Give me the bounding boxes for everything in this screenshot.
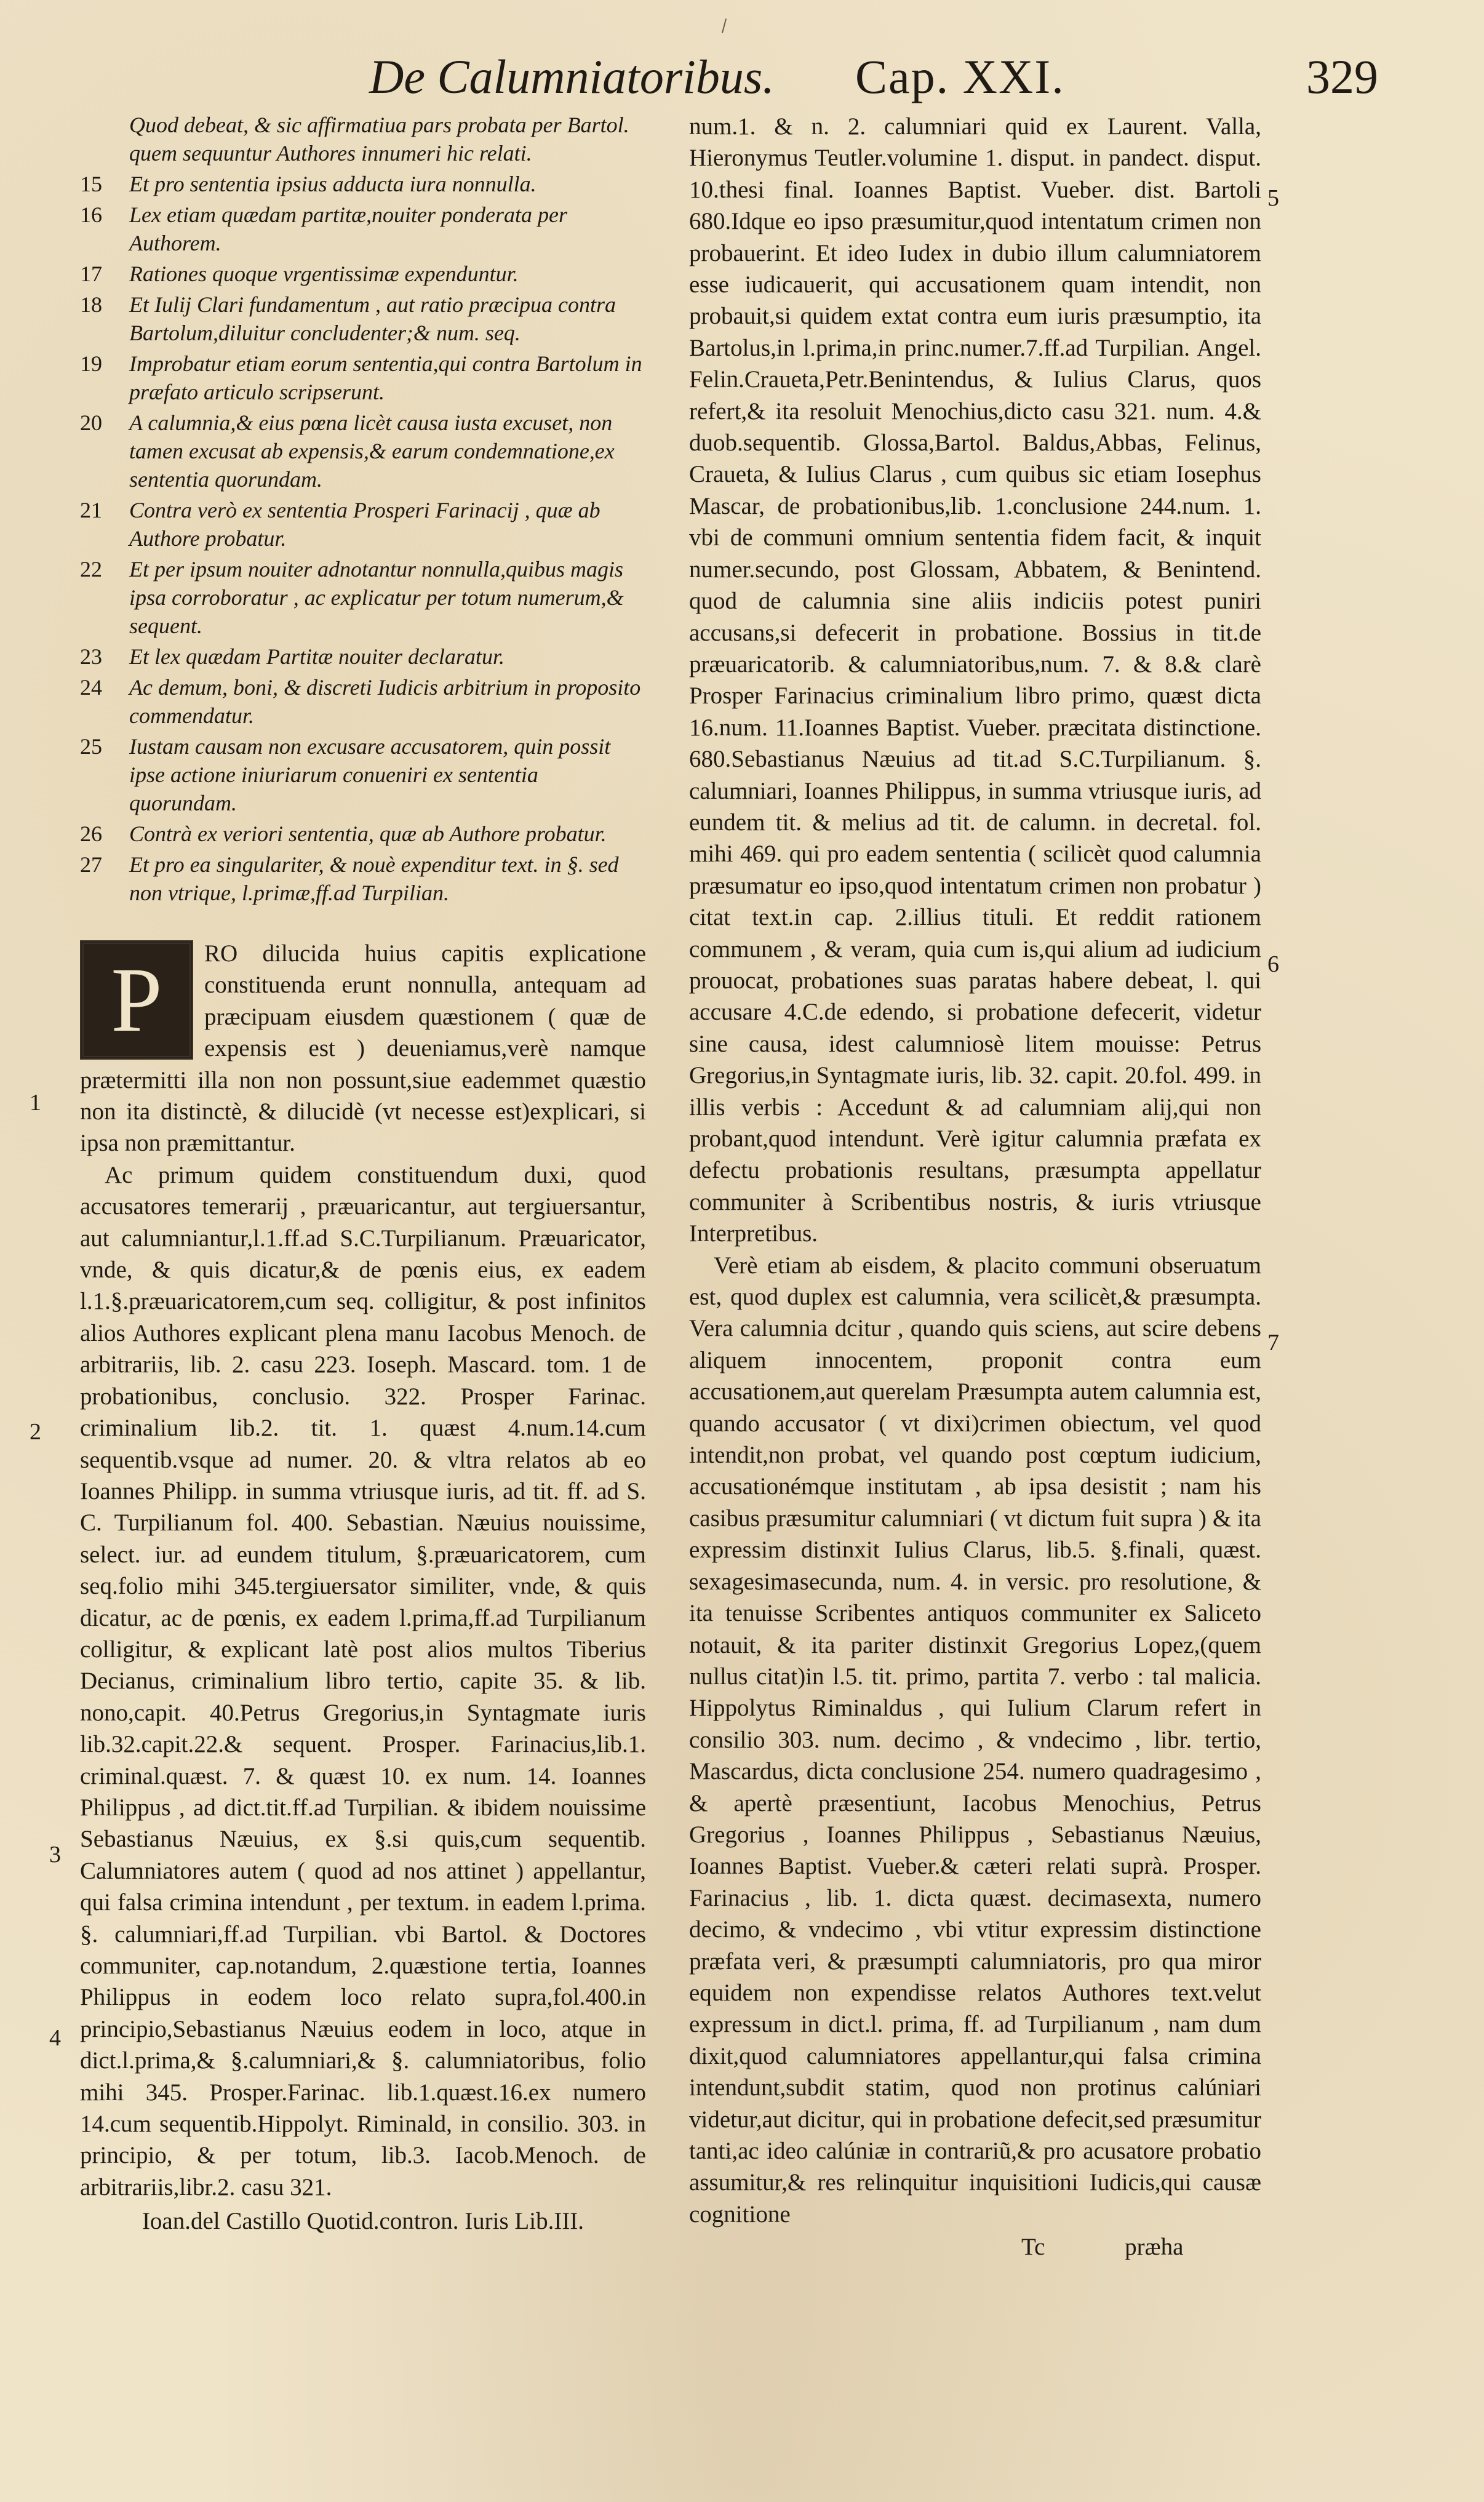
summary-item-number: 24 xyxy=(80,675,102,700)
right-paragraph-1: num.1. & n. 2. calumniari quid ex Laurent. Valla, Hieronymus Teutler.volumine 1. disput. in pandect. disput. 10.thesi final. Ioannes Baptist. Vueber. dist. Bartoli 680.Idque eo ipso præsumitur,quod intentatum crimen non probauerint. Et ideo Iudex in dubio illum calumniatorem esse iudicauerit, qui accusationem quam intendit, non probauit,si quidem extat contra eum iuris præsumptio, ita Bartolus,in l.prima,in princ.numer.7.ff.ad Turpilian. Angel. Felin.Craueta,Petr.Benintendus, & Iulius Clarus, quos refert,& ita resoluit Menochius,dicto casu 321. num. 4.& duob.sequentib. Glossa,Bartol. Baldus,Abbas, Felinus, Craueta, & Iulius Clarus , cum quibus sic etiam Iosephus Mascar, de probationibus,lib. 1.conclusione 244.num. 1. vbi de communi omnium sententia fidem facit, & inquit numer.secundo, post Glossam, Abbatem, & Benintend. quod de calumnia sine aliis indiciis potest puniri accusans,si defecerit in probatione. Bossius in tit.de præuaricatorib. & calumniatoribus,num. 7. & 8.& clarè Prosper Farinacius criminalium libro primo, quæst dicta 16.num. 11.Ioannes Baptist. Vueber. præcitata distinctione. 680.Sebastianus Næuius ad tit.ad S.C.Turpilianum. §. calumniari, Ioannes Philippus, in summa vtriusque iuris, ad eundem tit. & melius ad tit. de calumn. in decretal. fol. mihi 469. qui pro eadem sententia ( scilicèt quod calumnia præsumatur eo ipso,quod intentatum crimen non probatur ) citat text.in cap. 2.illius tituli. Et reddit rationem communem , & veram, quia cum is,qui alium ad iudicium prouocat, probationes suas paratas habere debeat, l. qui accusare 4.C.de edendo, si probatione defecerit, videtur sine causa, idest calumniosè litem mouisse: Petrus Gregorius,in Syntagmate iuris, lib. 32. capit. 20.fol. 499. in illis verbis : Accedunt & ad calumniam alij,qui non probant,quod intendunt. Verè igitur calumnia præfata ex defectu probationis resultans, præsumpta appellatur communiter à Scribentibus nostris, & iuris vtriusque Interpretibus. xyxy=(689,113,1261,1247)
decorated-initial: P xyxy=(80,940,193,1060)
summary-item xyxy=(80,201,646,257)
summary-item xyxy=(80,260,646,288)
summary-item-text: Et Iulij Clari fundamentum , aut ratio præcipua contra Bartolum,diluitur concludenter;& num. seq. xyxy=(129,292,616,345)
margin-number-2: 2 xyxy=(30,1419,41,1445)
margin-number-6: 6 xyxy=(1267,951,1279,977)
summary-item xyxy=(80,496,646,553)
summary-item-text: Lex etiam quædam partitæ,nouiter ponderata per Authorem. xyxy=(129,202,567,255)
summary-item-text: Contrà ex veriori sententia, quæ ab Authore probatur. xyxy=(129,821,607,846)
summary-item-text: Rationes quoque vrgentissimæ expenduntur. xyxy=(129,262,519,286)
left-column xyxy=(80,111,646,2237)
summary-item-number: 26 xyxy=(80,821,102,846)
margin-number-1: 1 xyxy=(30,1090,41,1116)
page-header xyxy=(98,43,1415,117)
margin-number-4: 4 xyxy=(49,2025,61,2051)
summary-item xyxy=(80,111,646,167)
summary-item xyxy=(80,850,646,907)
right-paragraph-2: Verè etiam ab eisdem, & placito communi obseruatum est, quod duplex est calumnia, vera scilicèt,& præsumpta. Vera calumnia dcitur , quando quis sciens, aut scire debens aliquem innocentem, proponit contra eum accusationem,aut querelam Præsumpta autem calumnia est, quando accusator ( vt dixi)crimen obiectum, vel quod intendit,non probat, vel quando post cœptum iudicium, accusationémque institutam , ab ipsa desistit ; nam his casibus præsumitur calumniari ( vt dictum fuit supra ) & ita expressim distinxit Iulius Clarus, lib.5. §.finali, quæst. sexagesimasecunda, num. 4. in versic. pro resolutione, & ita tenuisse Scribentes antiquos communiter ex Saliceto notauit, & ita pariter distinxit Gregorius Lopez,(quem nullus citat)in l.5. tit. primo, partita 7. verbo : tal malicia. Hippolytus Riminaldus , qui Iulium Clarum refert in consilio 303. num. decimo , & vndecimo , libr. tertio, Mascardus, dicta conclusione 254. numero quadragesimo , & apertè præsentiunt, Iacobus Menochius, Petrus Gregorius , Ioannes Philippus , Sebastianus Næuius, Ioannes Baptist. Vueber.& cæteri relati suprà. Prosper. Farinacius , lib. 1. dicta quæst. decimasexta, numero decimo, & vndecimo , vbi vtitur expressim distinctione præfata veri, & præsumpti calumniatoris, pro qua miror equidem non expendisse relatos Authores text.velut expressum in dict.l. prima, ff. ad Turpilianum , nam dum dixit,quod calumniatores appellantur,qui falsa crimina intendunt,subdit statim, quod non protinus calúniari videtur,aut dicitur, qui in probatione defecit,sed præsumitur tanti,ac ideo calúniæ in contrariũ,& pro acusatore probatio assumitur,& res relinquitur inquisitioni Iudicis,qui causæ cognitione xyxy=(689,1252,1261,2228)
summary-item-text: Improbatur etiam eorum sententia,qui contra Bartolum in præfato articulo scripserunt. xyxy=(129,351,642,404)
summary-item-text: Quod debeat, & sic affirmatiua pars probata per Bartol. quem sequuntur Authores innumeri hic relati. xyxy=(129,113,629,166)
catchline: Ioan.del Castillo Quotid.contron. Iuris Lib.III. xyxy=(142,2208,584,2235)
summary-item-text: Et per ipsum nouiter adnotantur nonnulla,quibus magis ipsa corroboratur , ac explicatur per totum numerum,& sequent. xyxy=(129,557,624,638)
summary-item xyxy=(80,820,646,848)
summary-item xyxy=(80,409,646,494)
left-paragraph-1: RO dilucida huius capitis explicatione constituenda erunt nonnulla, antequam ad præcipuam eiusdem quæstionem ( quæ de expensis est ) deueniamus,verè namque prætermitti illa non non possunt,siue eademmet quæstio non ita distinctè, & dilucidè (vt necesse est)explicari, si ipsa non præmittantur. xyxy=(80,940,646,1157)
summary-item-number: 21 xyxy=(80,498,102,522)
running-title: De Calumniatoribus. xyxy=(369,50,775,103)
summary-item-text: Et pro sententia ipsius adducta iura nonnulla. xyxy=(129,172,537,196)
summary-item-text: Et lex quædam Partitæ nouiter declaratur. xyxy=(129,644,505,669)
summary-item-number: 22 xyxy=(80,557,102,582)
summary-item-number: 16 xyxy=(80,202,102,227)
summary-item-text: Ac demum, boni, & discreti Iudicis arbitrium in proposito commendatur. xyxy=(129,675,641,728)
page-tick-mark xyxy=(722,18,727,33)
summary-item-number: 19 xyxy=(80,351,102,376)
margin-number-5: 5 xyxy=(1267,185,1279,211)
chapter-label: Cap. XXI. xyxy=(855,50,1065,103)
summary-item-number: 20 xyxy=(80,410,102,435)
catchword-right: præha xyxy=(1125,2234,1184,2261)
summary-item xyxy=(80,673,646,730)
summary-item-number: 15 xyxy=(80,172,102,196)
margin-number-7: 7 xyxy=(1267,1330,1279,1356)
summary-item xyxy=(80,290,646,347)
summary-item-text: A calumnia,& eius pœna licèt causa iusta excuset, non tamen excusat ab expensis,& earum condemnatione,ex sententia quorundam. xyxy=(129,410,615,492)
summary-item xyxy=(80,642,646,671)
summary-item-text: Contra verò ex sententia Prosperi Farinacij , quæ ab Authore probatur. xyxy=(129,498,600,551)
left-body xyxy=(80,938,646,2237)
margin-number-3: 3 xyxy=(49,1842,61,1868)
summary-item xyxy=(80,170,646,198)
summary-item-number: 18 xyxy=(80,292,102,317)
left-paragraph-2: Ac primum quidem constituendum duxi, quod accusatores temerarij , præuaricantur, aut tergiuersantur, aut calumniantur,l.1.ff.ad S.C.Turpilianum. Præuaricator, vnde, & quis dicatur,& de pœnis eius, ex eadem l.1.§.præuaricatorem,cum seq. colligitur, & post infinitos alios Authores explicant plena manu Iacobus Menoch. de arbitrariis, lib. 2. casu 223. Ioseph. Mascard. tom. 1 de probationibus, conclusio. 322. Prosper Farinac. criminalium lib.2. tit. 1. quæst 4.num.14.cum sequentib.vsque ad numer. 20. & vltra relatos ab eo Ioannes Philipp. in summa vtriusque iuris, ad tit. ff. ad S. C. Turpilianum fol. 400. Sebastian. Næuius nouissime, select. iur. ad eundem titulum, §.præuaricatorem, cum seq.folio mihi 345.tergiuersator similiter, vnde, & quis dicatur, ac de pœnis, ex eadem l.prima,ff.ad Turpilianum colligitur, & explicant latè post alios multos Tiberius Decianus, criminalium libro tertio, capite 35. & lib. nono,capit. 40.Petrus Gregorius,in Syntagmate iuris lib.32.capit.22.& sequent. Prosper. Farinacius,lib.1. criminal.quæst. 7. & quæst 10. ex num. 14. Ioannes Philippus , ad dict.tit.ff.ad Turpilian. & ibidem nouissime Sebastianus Næuius, ex §.si quis,cum sequentib. Calumniatores autem ( quod ad nos attinet ) appellantur, qui falsa crimina intendunt , per textum. in eadem l.prima. §. calumniari,ff.ad Turpilian. vbi Bartol. & Doctores communiter, cap.notandum, 2.quæstione tertia, Ioannes Philippus in eodem loco relato supra,fol.400.in principio,Sebastianus Næuius eodem in loco, atque in dict.l.prima,& §.calumniari,& §. calumniatoribus, folio mihi 345. Prosper.Farinac. lib.1.quæst.16.ex numero 14.cum sequentib.Hippolyt. Riminald, in consilio. 303. in principio, & per totum, lib.3. Iacob.Menoch. de arbitrariis,libr.2. casu 321. xyxy=(80,1161,646,2200)
summary-item xyxy=(80,555,646,640)
summary-list xyxy=(80,111,646,907)
summary-item-number: 23 xyxy=(80,644,102,669)
right-column xyxy=(689,111,1261,2263)
summary-item xyxy=(80,350,646,406)
catchword-left: Tc xyxy=(1021,2234,1045,2261)
summary-item xyxy=(80,732,646,817)
summary-item-text: Et pro ea singulariter, & nouè expenditur text. in §. sed non vtrique, l.primæ,ff.ad Turpilian. xyxy=(129,852,619,905)
summary-item-text: Iustam causam non excusare accusatorem, quin possit ipse actione iniuriarum conueniri ex sententia quorundam. xyxy=(129,734,611,815)
page-number: 329 xyxy=(1306,50,1378,103)
summary-item-number: 17 xyxy=(80,262,102,286)
summary-item-number: 25 xyxy=(80,734,102,759)
summary-item-number: 27 xyxy=(80,852,102,877)
